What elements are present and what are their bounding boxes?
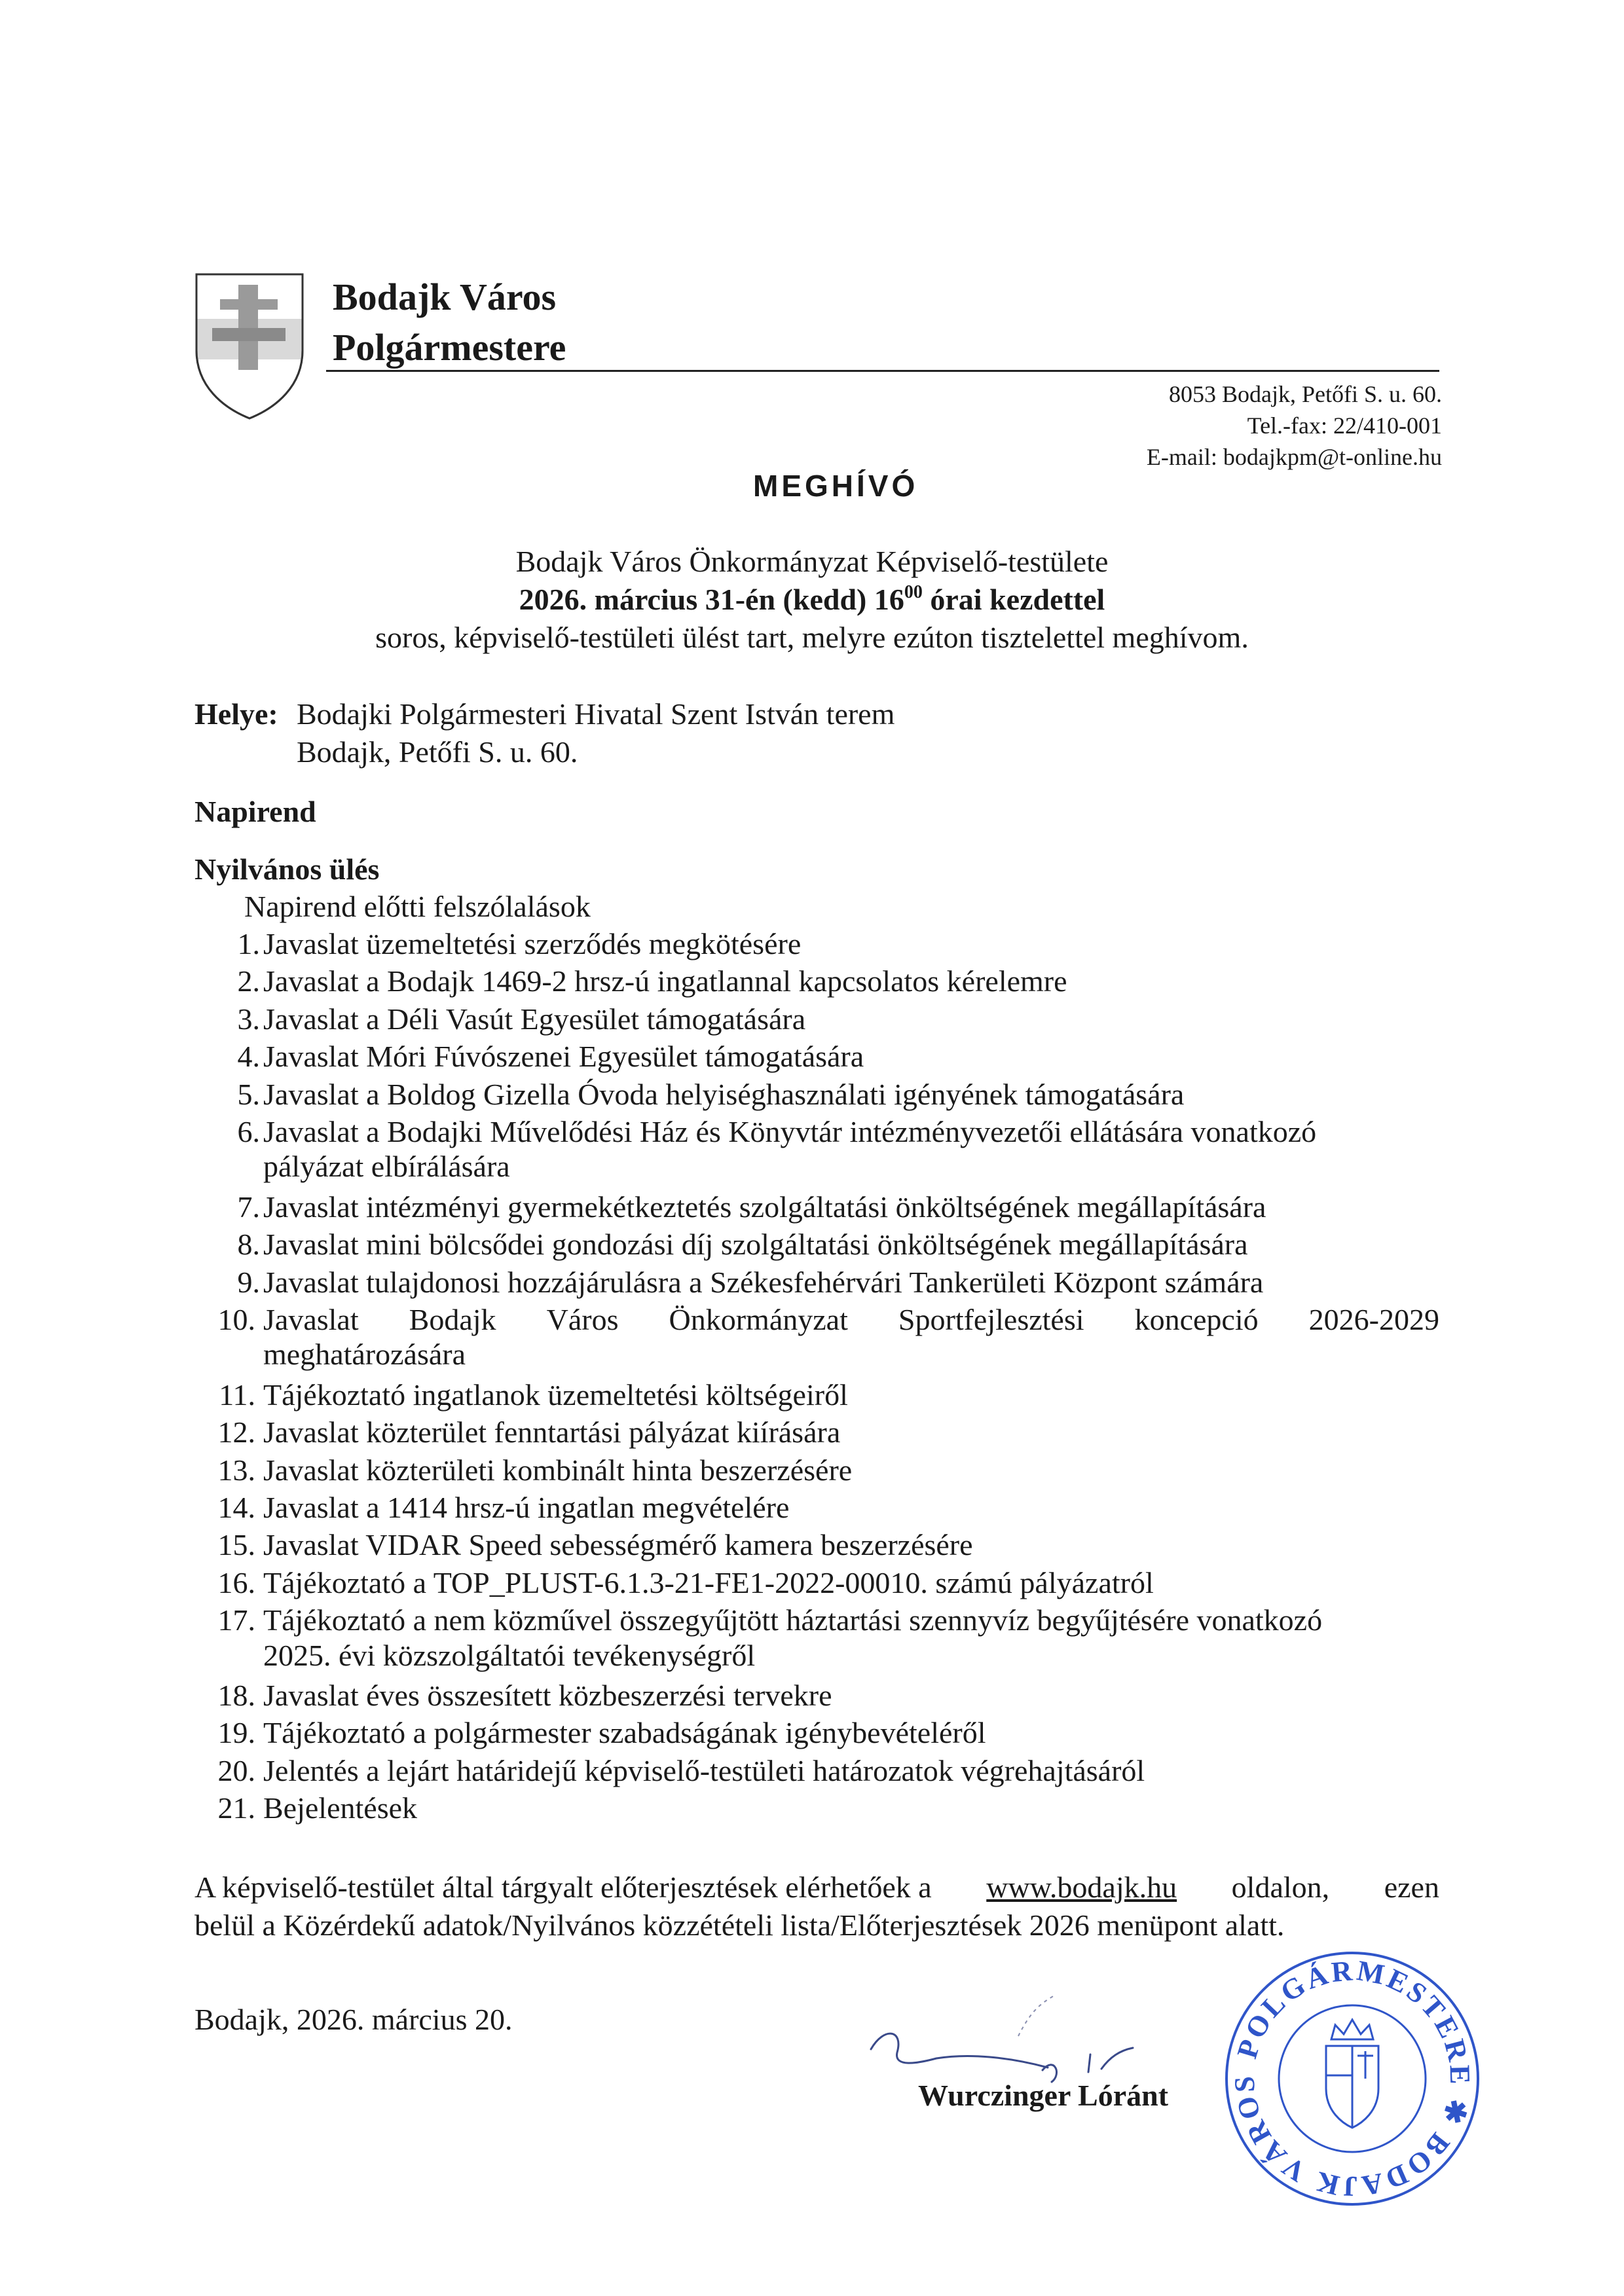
agenda-item-number: 21. (217, 1791, 255, 1825)
official-stamp-icon (1221, 1948, 1483, 2210)
agenda-item-text: Javaslat Móri Fúvószenei Egyesület támogatására (263, 1040, 864, 1073)
agenda-item-text: Javaslat üzemeltetési szerződés megkötésére (263, 927, 802, 960)
footer-note-line1 (194, 1872, 1439, 1903)
agenda-item-text: Tájékoztató a nem közművel összegyűjtött háztartási szennyvíz begyűjtésére vonatkozó (263, 1603, 1323, 1637)
agenda-item-word: Város (546, 1303, 619, 1336)
agenda-item-number: 7. (237, 1190, 260, 1224)
agenda-item-continuation: meghatározására (263, 1338, 466, 1371)
intro-line3: soros, képviselő-testületi ülést tart, melyre ezúton tisztelettel meghívom. (375, 621, 1249, 654)
agenda-item-word: koncepció (1134, 1303, 1259, 1336)
org-name-line1: Bodajk Város (333, 276, 557, 318)
agenda-item-number: 15. (217, 1528, 255, 1561)
agenda-item-text: Bejelentések (263, 1791, 418, 1825)
agenda-item-text: Javaslat VIDAR Speed sebességmérő kamera beszerzésére (263, 1528, 973, 1561)
agenda-item-number: 2. (237, 964, 260, 998)
city-crest-icon (194, 272, 305, 421)
agenda-item-text: Jelentés a lejárt határidejű képviselő-testületi határozatok végrehajtásáról (263, 1754, 1145, 1787)
contact-phone: Tel.-fax: 22/410-001 (1247, 412, 1442, 439)
agenda-item-text: Tájékoztató a polgármester szabadságának igénybevételéről (263, 1716, 986, 1749)
agenda-item-number: 4. (237, 1040, 260, 1073)
org-name-line2: Polgármestere (333, 326, 566, 369)
agenda-item-word: 2026-2029 (1308, 1303, 1439, 1336)
agenda-item-number: 11. (219, 1378, 255, 1412)
agenda-item-text: Javaslat közterület fenntartási pályázat kiírására (263, 1415, 841, 1449)
footer-note-word: ezen (1384, 1870, 1439, 1904)
agenda-section-title: Nyilvános ülés (194, 852, 380, 886)
agenda-item-number: 5. (237, 1078, 260, 1111)
document-title: MEGHÍVÓ (753, 469, 919, 503)
contact-email: E-mail: bodajkpm@t-online.hu (1146, 444, 1442, 470)
agenda-item-number: 16. (217, 1566, 255, 1599)
signatory-name: Wurczinger Lóránt (918, 2079, 1169, 2112)
agenda-item-number: 13. (217, 1453, 255, 1487)
venue-line2: Bodajk, Petőfi S. u. 60. (297, 735, 578, 769)
agenda-item-text: Javaslat a Bodajk 1469-2 hrsz-ú ingatlannal kapcsolatos kérelemre (263, 964, 1067, 998)
agenda-item-text: Javaslat a Boldog Gizella Óvoda helyiséghasználati igényének támogatására (263, 1078, 1185, 1111)
agenda-item-number: 20. (217, 1754, 255, 1787)
agenda-item-number: 1. (237, 927, 260, 960)
meeting-date: 2026. március 31-én (kedd) 16 (519, 583, 904, 616)
footer-note-line2: belül a Közérdekű adatok/Nyilvános közzétételi lista/Előterjesztések 2026 menüpont alatt. (194, 1908, 1285, 1942)
intro-line1: Bodajk Város Önkormányzat Képviselő-testülete (515, 545, 1109, 578)
agenda-item-text: Javaslat a Bodajki Művelődési Ház és Könyvtár intézményvezetői ellátására vonatkozó (263, 1115, 1317, 1148)
agenda-item-continuation: pályázat elbírálására (263, 1150, 510, 1183)
agenda-item-number: 17. (217, 1603, 255, 1637)
agenda-item-text: Javaslat mini bölcsődei gondozási díj szolgáltatási önköltségének megállapítására (263, 1228, 1248, 1261)
agenda-item-number: 12. (217, 1415, 255, 1449)
agenda-item-number: 3. (237, 1002, 260, 1036)
agenda-item-number: 19. (217, 1716, 255, 1749)
agenda-item-word: Önkormányzat (669, 1303, 848, 1336)
agenda-item-text: Tájékoztató a TOP_PLUST-6.1.3-21-FE1-2022-00010. számú pályázatról (263, 1566, 1154, 1599)
agenda-item-number: 9. (237, 1266, 260, 1299)
agenda-item-number: 10. (217, 1303, 255, 1336)
venue-label: Helye: (194, 697, 278, 731)
agenda-item-number: 8. (237, 1228, 260, 1261)
agenda-item-text: Javaslat a Déli Vasút Egyesület támogatására (263, 1002, 806, 1036)
agenda-item-text: Javaslat a 1414 hrsz-ú ingatlan megvételére (263, 1491, 790, 1524)
agenda-item-text: Javaslat tulajdonosi hozzájárulásra a Székesfehérvári Tankerületi Központ számára (263, 1266, 1264, 1299)
header-divider (326, 370, 1439, 372)
date-place: Bodajk, 2026. március 20. (194, 2003, 513, 2036)
agenda-item-text: Javaslat közterületi kombinált hinta beszerzésére (263, 1453, 853, 1487)
meeting-time-suffix: órai kezdettel (922, 583, 1105, 616)
contact-address: 8053 Bodajk, Petőfi S. u. 60. (1168, 381, 1442, 407)
website-link[interactable]: www.bodajk.hu (986, 1870, 1177, 1904)
venue-line1: Bodajki Polgármesteri Hivatal Szent István terem (297, 697, 895, 731)
agenda-item-text: Tájékoztató ingatlanok üzemeltetési költségeiről (263, 1378, 848, 1412)
agenda-item-word: Bodajk (409, 1303, 496, 1336)
agenda-item-word: Javaslat (263, 1303, 359, 1336)
agenda-item-word: Sportfejlesztési (898, 1303, 1084, 1336)
meeting-time-minutes: 00 (904, 582, 923, 602)
agenda-item-text: Javaslat éves összesített közbeszerzési tervekre (263, 1679, 832, 1712)
agenda-preface: Napirend előtti felszólalások (244, 890, 591, 923)
intro-line2 (0, 582, 1624, 616)
agenda-item-text: Javaslat intézményi gyermekétkeztetés szolgáltatási önköltségének megállapítására (263, 1190, 1266, 1224)
agenda-item-continuation: 2025. évi közszolgáltatói tevékenységről (263, 1639, 756, 1672)
agenda-item-number: 6. (237, 1115, 260, 1148)
agenda-heading: Napirend (194, 795, 316, 828)
svg-text:POLGÁRMESTERE ✱ BODAJK VÁROS: POLGÁRMESTERE ✱ BODAJK VÁROS (1228, 1954, 1477, 2203)
footer-note-word: oldalon, (1231, 1870, 1330, 1904)
footer-note-text: A képviselő-testület által tárgyalt előterjesztések elérhetőek a (194, 1870, 932, 1904)
agenda-item-number: 14. (217, 1491, 255, 1524)
agenda-item-text (263, 1305, 1439, 1335)
agenda-item-number: 18. (217, 1679, 255, 1712)
